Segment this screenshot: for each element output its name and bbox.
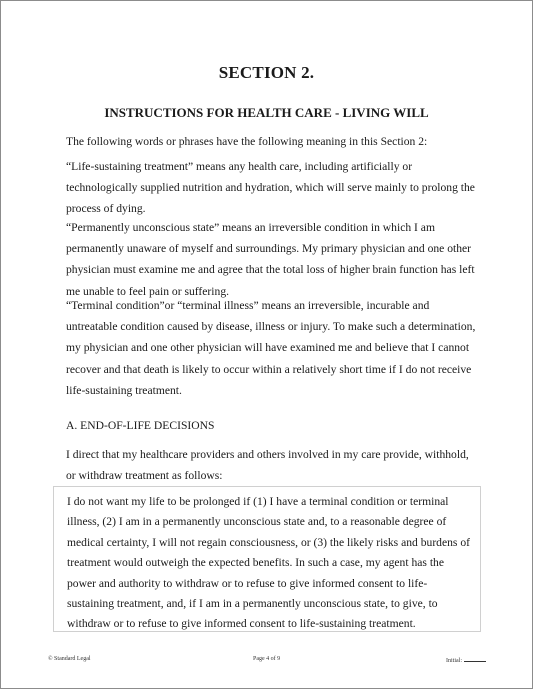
footer-initial <box>446 656 486 664</box>
footer-page-number: Page 4 of 9 <box>253 656 281 662</box>
section-title: SECTION 2. <box>218 63 315 82</box>
instructions-title: INSTRUCTIONS FOR HEALTH CARE - LIVING WILL <box>104 105 429 120</box>
initial-signature-line[interactable] <box>464 656 486 662</box>
section-a-heading: A. END-OF-LIFE DECISIONS <box>66 419 215 432</box>
definition-life-sustaining: “Life-sustaining treatment” means any health care, including artificially or technologically supplied nutrition and hydration, which will serve mainly to prolong the process of dying. <box>66 160 475 216</box>
definition-terminal-condition: “Terminal condition”or “terminal illness” means an irreversible, incurable and untreatable condition caused by disease, illness or injury. To make such a determination, my physician and one other physician will have examined me and believe that I cannot recover and that death is likely to occur within a relatively short time if I do not receive life-sustaining treatment. <box>66 299 476 397</box>
decision-option-text: I do not want my life to be prolonged if (1) I have a terminal condition or terminal illness, (2) I am in a permanently unconscious state and, to a reasonable degree of medical certainty, I will not regain consciousness, or (3) the likely risks and burdens of treatment would outweigh the expected benefits. In such a case, my agent has the power and authority to withdraw or to refuse to give informed consent to life-sustaining treatment, and, if I am in a permanently unconscious state, to give, to withdraw or to refuse to give informed consent to life-sustaining treatment. <box>67 495 470 631</box>
definition-permanently-unconscious: “Permanently unconscious state” means an irreversible condition in which I am permanently unaware of myself and surroundings. My primary physician and one other physician must examine me and agree that the total loss of higher brain function has left me unable to feel pain or suffering. <box>66 221 475 298</box>
footer-initial-label: Initial: <box>446 658 462 664</box>
direction-paragraph: I direct that my healthcare providers and others involved in my care provide, withhold, or withdraw treatment as follows: <box>66 448 469 483</box>
footer-copyright: © Standard Legal <box>48 656 91 662</box>
intro-paragraph: The following words or phrases have the following meaning in this Section 2: <box>66 135 428 148</box>
